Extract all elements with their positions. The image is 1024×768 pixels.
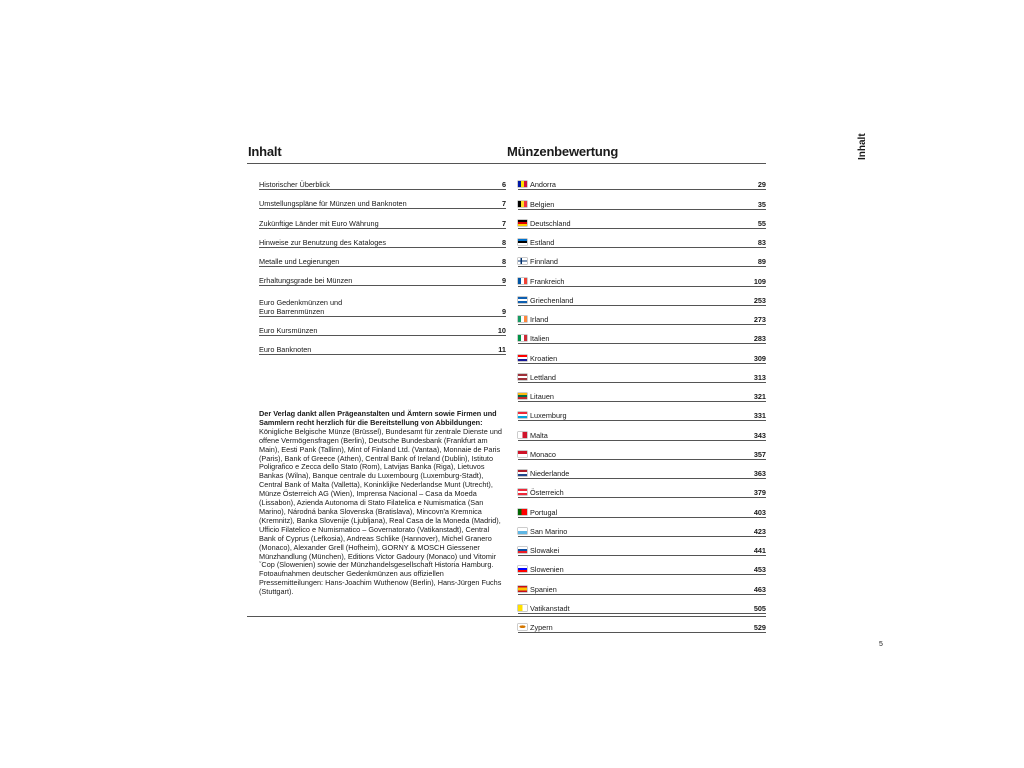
flag-icon <box>518 239 527 245</box>
country-entry[interactable] <box>518 307 766 325</box>
country-entry[interactable] <box>518 384 766 402</box>
toc-entry[interactable] <box>259 172 506 190</box>
country-page: 321 <box>753 392 766 401</box>
country-name: Vatikanstadt <box>530 603 570 613</box>
country-entry[interactable] <box>518 538 766 556</box>
flag-icon <box>518 566 527 572</box>
country-page: 379 <box>753 488 766 498</box>
country-name: Andorra <box>530 180 556 190</box>
country-name: Deutschland <box>530 218 571 228</box>
flag-icon <box>518 258 527 264</box>
country-page: 273 <box>753 315 766 324</box>
toc-entry-title: Euro Banknoten <box>259 345 312 355</box>
country-name: Irland <box>530 315 549 324</box>
heading-inhalt: Inhalt <box>248 144 282 159</box>
country-name: Finnland <box>530 257 558 267</box>
flag-icon <box>518 624 527 630</box>
toc-entry-page: 11 <box>498 345 506 355</box>
flag-icon <box>518 451 527 457</box>
toc-entry-page: 8 <box>501 257 506 267</box>
flag-icon <box>518 201 527 207</box>
country-name: Slowakei <box>530 546 560 555</box>
country-page: 453 <box>753 565 766 575</box>
side-heading: Inhalt <box>857 133 868 160</box>
country-name: Frankreich <box>530 276 565 286</box>
country-page: 313 <box>753 372 766 382</box>
country-page: 529 <box>753 623 766 632</box>
country-name: Italien <box>530 334 550 344</box>
country-name: Slowenien <box>530 565 564 575</box>
country-name: Spanien <box>530 584 557 594</box>
toc-entry-page: 9 <box>501 306 506 316</box>
country-page: 35 <box>757 199 766 209</box>
country-entry[interactable] <box>518 519 766 537</box>
toc-entry-page: 6 <box>501 180 506 189</box>
toc-entry-title: Umstellungspläne für Münzen und Banknoten <box>259 199 407 209</box>
flag-icon <box>518 489 527 495</box>
country-entry[interactable] <box>518 480 766 498</box>
country-name: Griechenland <box>530 295 574 305</box>
country-entry[interactable] <box>518 249 766 267</box>
country-page: 357 <box>753 449 766 459</box>
country-page: 29 <box>757 180 766 190</box>
country-name: Litauen <box>530 392 554 401</box>
bottom-rule <box>247 616 766 617</box>
country-page: 363 <box>753 469 766 478</box>
country-page: 423 <box>753 526 766 536</box>
flag-icon <box>518 605 527 611</box>
country-name: Niederlande <box>530 469 570 478</box>
country-page: 253 <box>753 295 766 305</box>
country-page: 403 <box>753 507 766 517</box>
country-page: 463 <box>753 584 766 594</box>
country-page: 109 <box>753 276 766 286</box>
flag-icon <box>518 547 527 553</box>
top-rule <box>247 163 766 164</box>
country-entry[interactable] <box>518 345 766 363</box>
toc-entry-title: Euro Gedenkmünzen und Euro Barrenmünzen <box>259 297 343 316</box>
toc-entry-page: 7 <box>501 199 506 209</box>
toc-entry[interactable] <box>259 191 506 209</box>
toc-entry[interactable] <box>259 230 506 248</box>
country-name: Kroatien <box>530 353 558 363</box>
flag-icon <box>518 432 527 438</box>
flag-icon <box>518 374 527 380</box>
toc-entry-title: Euro Kursmünzen <box>259 326 318 336</box>
country-name: Österreich <box>530 488 564 498</box>
country-name: Belgien <box>530 199 555 209</box>
toc-entry[interactable] <box>259 288 506 317</box>
flag-icon <box>518 335 527 341</box>
toc-entry[interactable] <box>259 337 506 355</box>
flag-icon <box>518 470 527 476</box>
toc-entry-page: 10 <box>497 326 506 336</box>
country-entry[interactable] <box>518 576 766 594</box>
country-entry[interactable] <box>518 268 766 286</box>
flag-icon <box>518 586 527 592</box>
country-name: San Marino <box>530 526 568 536</box>
toc-entry-page: 7 <box>501 218 506 228</box>
country-page: 309 <box>753 353 766 363</box>
country-name: Luxemburg <box>530 411 567 421</box>
flag-icon <box>518 528 527 534</box>
country-entry[interactable] <box>518 442 766 460</box>
toc-entry-title: Erhaltungsgrade bei Münzen <box>259 276 353 286</box>
country-entry[interactable] <box>518 499 766 517</box>
acknowledgement-text <box>259 410 507 597</box>
toc-entry-page: 9 <box>501 276 506 286</box>
country-page: 505 <box>753 603 766 613</box>
toc-entry-title: Metalle und Legierungen <box>259 257 340 267</box>
country-entry[interactable] <box>518 365 766 383</box>
country-name: Portugal <box>530 507 558 517</box>
country-entry[interactable] <box>518 403 766 421</box>
flag-icon <box>518 181 527 187</box>
toc-entry-title: Historischer Überblick <box>259 180 330 189</box>
toc-entry-title: Hinweise zur Benutzung des Kataloges <box>259 237 386 247</box>
table-of-contents <box>259 172 506 355</box>
country-entry[interactable] <box>518 615 766 633</box>
country-page: 283 <box>753 334 766 344</box>
flag-icon <box>518 278 527 284</box>
toc-entry[interactable] <box>259 318 506 336</box>
flag-icon <box>518 509 527 515</box>
country-page: 331 <box>753 411 766 421</box>
flag-icon <box>518 412 527 418</box>
flag-icon <box>518 355 527 361</box>
page-number: 5 <box>879 641 883 648</box>
flag-icon <box>518 220 527 226</box>
country-name: Estland <box>530 238 555 247</box>
toc-entry-title: Zukünftige Länder mit Euro Währung <box>259 218 379 228</box>
country-entry[interactable] <box>518 596 766 614</box>
flag-icon <box>518 393 527 399</box>
toc-entry[interactable] <box>259 249 506 267</box>
country-name: Monaco <box>530 449 556 459</box>
country-entry[interactable] <box>518 557 766 575</box>
country-entry[interactable] <box>518 288 766 306</box>
country-entry[interactable] <box>518 461 766 479</box>
country-page: 89 <box>757 257 766 267</box>
flag-icon <box>518 316 527 322</box>
country-name: Lettland <box>530 372 556 382</box>
country-entry[interactable] <box>518 326 766 344</box>
acknowledgement-body: Königliche Belgische Münze (Brüssel), Bundesamt für zentrale Dienste und offene Vermögensfragen (Berlin), Deutsche Bundesbank (Frankfurt am Main), Eesti Pank (Tallinn), Mint of Finland Ltd. (Vantaa), Monnaie de Paris (Paris), Bank of Greece (Athen), Central Bank of Ireland (Dublin), Istituto Poligrafico e Zecca dello Stato (Rom), Latvijas Banka (Riga), Lietuvos Bankas (Wilna), Banque centrale du Luxembourg (Luxemburg-Stadt), Central Bank of Malta (Valletta), Koninklijke Nederlandse Munt (Utrecht), Münze Österreich AG (Wien), Imprensa Nacional – Casa da Moeda (Lissabon), Azienda Autonoma di Stato Filatelica e Numismatica (San Marino), Národná banka Slovenska (Bratislava), Mincovn'a Kremnica (Kremnitz), Banka Slovenije (Ljubljana), Real Casa de la Moneda (Madrid), Ufficio Filatelico e Numismatico – Governatorato (Vatikanstadt), Central Bank of Cyprus (Lefkosia), Andreas Schlike (Hannover), Michel Granero (Monaco), Alexander Grell (Hofheim), GORNY & MOSCH Giessener Münzhandlung (München), Editions Victor Gadoury (Monaco) und Vitomir ˇCop (Slowenien) sowie der Münzhandelsgesellschaft Historia Hamburg. Fotoaufnahmen deutscher Gedenkmünzen aus offiziellen Pressemitteilungen: Hans-Joachim Wuthenow (Berlin), Hans-Jürgen Fuchs (Stuttgart). <box>259 426 502 597</box>
country-name: Malta <box>530 430 548 440</box>
country-entry[interactable] <box>518 191 766 209</box>
country-page: 343 <box>753 430 766 440</box>
country-entry[interactable] <box>518 422 766 440</box>
toc-entry[interactable] <box>259 211 506 229</box>
coin-country-list <box>518 172 766 633</box>
country-entry[interactable] <box>518 172 766 190</box>
heading-muenzenbewertung: Münzenbewertung <box>507 144 619 159</box>
country-entry[interactable] <box>518 211 766 229</box>
toc-entry[interactable] <box>259 268 506 286</box>
country-name: Zypern <box>530 623 553 632</box>
acknowledgement-bold: Der Verlag dankt allen Prägeanstalten und Ämtern sowie Firmen und Sammlern recht herzlich für die Bereitstellung von Abbildungen: <box>259 409 497 427</box>
toc-entry-page: 8 <box>501 237 506 247</box>
country-page: 55 <box>757 218 766 228</box>
country-page: 83 <box>757 238 766 247</box>
flag-icon <box>518 297 527 303</box>
country-page: 441 <box>753 546 766 555</box>
country-entry[interactable] <box>518 230 766 248</box>
